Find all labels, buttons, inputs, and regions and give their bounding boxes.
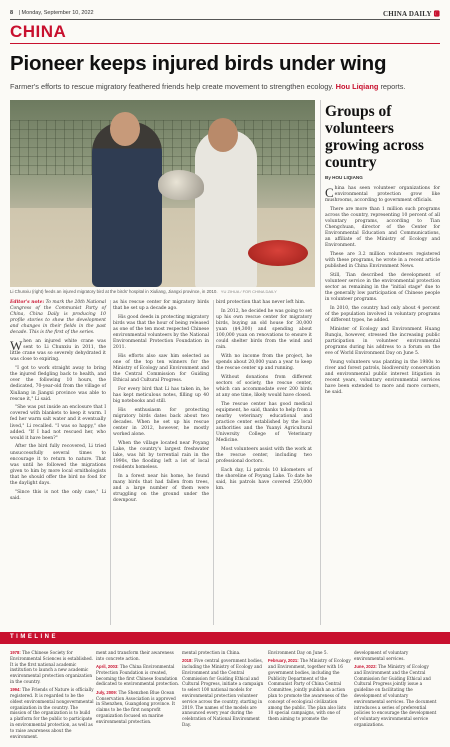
- timeline-entry: [354, 664, 438, 728]
- timeline-text: The China Environmental Protection Foundation is created, becoming the first Chinese foundation dedicated to environmental protection.: [96, 664, 180, 687]
- timeline-entry: [182, 658, 266, 728]
- deck-suffix: reports.: [380, 82, 406, 91]
- timeline-entry: [268, 650, 352, 656]
- timeline-entry: [96, 664, 180, 687]
- editors-note-label: Editor's note:: [10, 300, 45, 305]
- top-rule: [10, 19, 440, 20]
- column-divider: [110, 300, 111, 625]
- editors-note: [10, 300, 106, 337]
- column-divider: [320, 100, 321, 625]
- timeline-text: Environment Day on June 5.: [268, 650, 328, 655]
- article-column-2: [113, 300, 209, 507]
- deck-text: Farmer's efforts to rescue migratory feathered friends help create movement to strengthen ecology.: [10, 82, 334, 91]
- timeline-year: 1994:: [10, 687, 21, 693]
- timeline-text: The Ministry of Ecology and Environment and the Central Commission for Guiding Ethical and Cultural Progress jointly issue a guideline on facilitating the development of voluntary environmental services. The document introduces a series of preferential policies to encourage the development of voluntary environmental service organizations.: [354, 664, 437, 728]
- date-line: | Monday, September 10, 2022: [18, 10, 94, 16]
- article-column-3: [216, 300, 312, 495]
- article-paragraph: His good deeds in protecting migratory birds was that the hour of being released as one of the ten most respected Chinese environmental volunteers by the National Environmental Protection Foundation in 2011.: [113, 314, 209, 351]
- article-paragraph: His efforts also saw him selected as one of the top ten winners for the Ministry of Ecology and Environment and the Central Commission for Guiding Ethical and Cultural Progress.: [113, 353, 209, 384]
- timeline-entry: [268, 658, 352, 722]
- brand-text: CHINA DAILY: [382, 9, 432, 18]
- sidebar-title: Groups of volunteers growing across country: [325, 103, 424, 171]
- article-paragraph: For every bird that Li has taken in, he has kept meticulous notes, filling up 40 big notebooks and still.: [113, 387, 209, 405]
- timeline-label: TIMELINE: [10, 634, 58, 640]
- photo-person-left: [92, 122, 162, 287]
- timeline-entry: [354, 650, 438, 662]
- article-paragraph: "She was put inside an enclosure that I covered with blankets to keep it warm. I fed her warm salt water and it eventually lived," Li recalled. "I was so happy," she added. "If I had not rescued her, who would it have been?": [10, 405, 106, 441]
- sidebar-paragraph: Still, Tian described the development of volunteer service in the environmental protection sector as remaining in the "initial stage" due to the generally low participation of Chinese people in volunteer programs.: [325, 273, 440, 303]
- article-paragraph: When an injured white crane was sent to Li Chunxiu in 2011, the little crane was so severely dehydrated it was close to expiring.: [10, 338, 106, 363]
- sidebar-paragraph: Young volunteers was planting in the 1980s to river and forest patrols, biodiversity conservation and environmental public interest litigation in recent years, voluntary environmental services have been extended to more and more corners, he said.: [325, 360, 440, 396]
- section-title: CHINA: [10, 22, 67, 41]
- article-paragraph: After the bird fully recovered, Li tried unsuccessfully several times to encourage it to return to nature. That was until he followed the migrations given to him by more local ornithologists that he should offer the bird no food for the daylight days.: [10, 444, 106, 486]
- timeline-entry: [10, 650, 94, 685]
- article-paragraph: Without donations from different sectors of society, the rescue center, which can accommodate over 200 birds at any one time, likely would have closed.: [216, 374, 312, 399]
- caption-text: Li Chunxiu (right) feeds an injured migratory bird at the birds' hospital in Xiuliang, Jiangxi province, in 2010.: [10, 289, 218, 294]
- brand-mark-icon: 🅲: [433, 11, 440, 18]
- timeline-text: mental protection in China.: [182, 650, 241, 655]
- photo-head-right: [208, 118, 238, 152]
- timeline-text: The Shenzhen Blue Ocean Conservation Association is approved in Shenzhen, Guangdong province. It claims to be the first nonprofit organization focused on marine environmental protection.: [96, 689, 176, 724]
- editors-note-text: To mark the 20th National Congress of the Communist Party of China, China Daily is producing 10 profile stories to show the development and changes in their fields in the past decade. This is the first of the series.: [10, 300, 107, 336]
- photo-head-left: [110, 112, 140, 146]
- brand-name: [383, 9, 440, 18]
- timeline-year: 1978:: [10, 650, 21, 655]
- article-paragraph: bird protection that has never left him.: [216, 300, 306, 305]
- sidebar-paragraph: There are more than 1 million such programs across the country, representing 10 percent of all voluntary programs, according to Tian Chengchuan, director of the Center for Environmental Education and Communications, an affiliate of the Ministry of Ecology and Environment.: [325, 206, 440, 249]
- article-paragraph: Each day, Li patrols 10 kilometers of the shoreline of Poyang Lake. To date he said, his patrols have covered 250,000 km.: [216, 467, 312, 492]
- article-paragraph: In a forest near his home, he found many birds that had fallen from trees, and a large number of them were struggling on the ground under the downpour.: [113, 474, 209, 504]
- timeline-text: The Ministry of Ecology and Environment, together with 16 government bodies, including the Publicity Department of the Communist Party of China Central Committee, jointly publish an action plan to promote the awareness of the concept of ecological civilization among the public. The plan also lists 10 special campaigns, with one of them aiming to promote the: [268, 658, 351, 722]
- timeline-entry: [96, 690, 180, 725]
- timeline-text: Five central government bodies, including the Ministry of Ecology and Environment and the Central Commission for Guiding Ethical and Cultural Progress, initiate a campaign to select 100 national models for environmental protection volunteer service across the country, starting in 2019. The names of the models are announced every year during the celebration of National Environment Day.: [182, 658, 264, 728]
- timeline-year: 2018:: [182, 658, 193, 664]
- photo-red-basin: [248, 240, 308, 266]
- article-paragraph: When the village located near Poyang Lake, the country's largest freshwater lake, was hit by torrential rain in the 1990s, the flooding left a lot of local residents homeless.: [113, 440, 209, 471]
- timeline-column-4: [268, 650, 352, 725]
- sidebar-paragraph: China has seen volunteer organizations for environmental protection grow like mushrooms, according to government officials.: [325, 185, 440, 204]
- photo-fence: [10, 120, 315, 175]
- photo-caption: [10, 289, 315, 294]
- article-paragraph: The rescue center has good medical equipment, he said, thanks to help from a nearby veterinary educational and practice center established by the local authorities and the Yuanyi Agricultural University College of Veterinary Medicine.: [216, 401, 312, 444]
- timeline-column-2: [96, 650, 180, 727]
- timeline-column-3: [182, 650, 266, 730]
- timeline-column-1: [10, 650, 94, 742]
- timeline-entry: [182, 650, 266, 656]
- article-paragraph: Most volunteers assist with the work at the rescue center, including two professional doctors.: [216, 447, 312, 465]
- article-paragraph: In 2012, he decided he was going to set up his own rescue center for migratory birds, buying an old house for 30,000 yuan ($4,300) and spending about 100,000 yuan on renovations to ensure it could shelter birds from the wind and rain.: [216, 308, 313, 351]
- timeline-text: development of voluntary environmental services.: [354, 650, 409, 661]
- sidebar-paragraph: These are 3.2 million volunteers registered with these programs, he wrote in a recent article published in China Environment News.: [325, 252, 440, 270]
- photo-bird: [158, 170, 204, 200]
- page-number: 8: [10, 10, 14, 16]
- article-paragraph: "I got to work straight away to bring the injured fledgling back to health, and over the following 10 hours, the dedicated, 70-year-old from the village of Xiuliang in Jiangxi province was able to rescue it," Li said.: [10, 366, 106, 402]
- sidebar-paragraph: Minister of Ecology and Environment Huang Runqiu, however, stressed the increasing public participation in volunteer environmental programs during his address to a forum on the eve of World Environment Day on June 5.: [325, 326, 440, 357]
- timeline-entry: [10, 687, 94, 739]
- sidebar-byline: By HOU LIQIANG: [325, 175, 363, 180]
- timeline-text: ment and transform their awareness into concrete action.: [96, 650, 174, 661]
- deck-author: Hou Liqiang: [335, 82, 379, 91]
- page-date: [10, 10, 94, 16]
- masthead-line: [10, 8, 440, 18]
- sidebar-paragraph: In 2010, the country had only about 4 percent of the population involved in voluntary programs of different types, he added.: [325, 306, 440, 324]
- section-rule: [10, 43, 440, 44]
- sidebar-column: [325, 186, 440, 399]
- timeline-year: July, 2009:: [96, 689, 118, 695]
- timeline-column-5: [354, 650, 438, 730]
- caption-credit: YU ZIHUA / FOR CHINA DAILY: [220, 289, 277, 294]
- article-paragraph: With no income from the project, he spends about 20,000 yuan a year to keep the rescue center up and running.: [216, 353, 312, 372]
- main-photo: [10, 100, 315, 287]
- column-divider: [213, 300, 214, 625]
- article-paragraph: His enthusiasm for protecting migratory birds dates back about two decades. When he set up his rescue center in 2012, however, he mostly worked alone.: [113, 407, 209, 438]
- article-paragraph: as his rescue center for migratory birds that he set up a decade ago.: [113, 300, 209, 312]
- photo-person-right: [195, 130, 257, 287]
- timeline-text: The Friends of Nature is officially registered. It is regarded to be the oldest environmental nongovernmental organization in the country. The mission of the organization is to build a platform for the public to participate in environmental protection, as well as to raise awareness about the environment.: [10, 687, 94, 739]
- timeline-text: The Chinese Society for Environmental Sciences is established. It is the first national academic institution to launch a new academic environmental protection organization in the country.: [10, 650, 94, 684]
- timeline-bar: [0, 632, 450, 644]
- timeline-entry: [96, 650, 180, 662]
- article-paragraph: "Since this is not the only case," Li said.: [10, 489, 106, 501]
- deck: [10, 82, 440, 91]
- timeline-year: June, 2022:: [354, 664, 377, 670]
- article-column-1: [10, 300, 106, 504]
- timeline-year: February, 2021:: [268, 658, 299, 664]
- timeline-year: April, 2003:: [96, 664, 119, 670]
- headline: Pioneer keeps injured birds under wing: [10, 52, 387, 75]
